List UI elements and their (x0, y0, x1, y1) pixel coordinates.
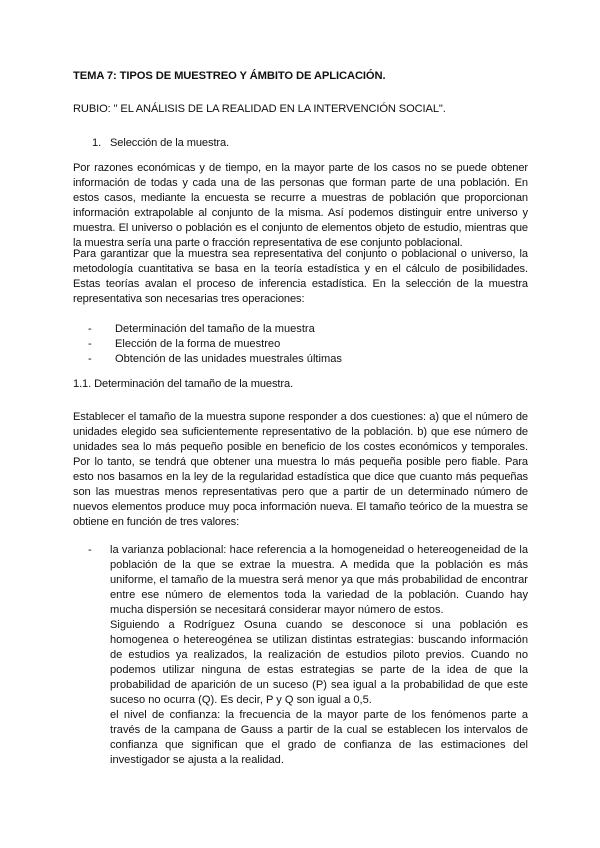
dash-bullet-icon: - (88, 353, 92, 365)
document-subtitle: RUBIO: " EL ANÁLISIS DE LA REALIDAD EN LA INTERVENCIÓN SOCIAL". (73, 103, 446, 115)
dash-bullet-icon: - (88, 544, 92, 556)
list-item-varianza: - la varianza poblacional: hace referencia a la homogeneidad o hetereogeneidad de la población de la que se extrae la muestra. A medida que la población es más uniforme, el tamaño de la muestra será menor ya que más probabilidad de encontrar entre ese número de elementos toda la variedad de la población. Cuando hay mucha dispersión se necesitará considerar mayor número de estos. (88, 544, 528, 616)
list-item: - Elección de la forma de muestreo (88, 338, 281, 350)
section-number: 1. (92, 137, 102, 149)
list-item: - Determinación del tamaño de la muestra (88, 323, 315, 335)
paragraph-tamano-muestra: Establecer el tamaño de la muestra supone responder a dos cuestiones: a) que el número de unidades elegido sea suficientemente representativo de la población. b) que ese número de unidades sea lo más pequeño posible en beneficio de los costes económicos y temporales. Por lo tanto, se tendrá que obtener una muestra lo más pequeña posible pero fiable. Para esto nos basamos en la ley de la regularidad estadística que dice que cuanto más pequeñas son las muestras menos representativas pero que a partir de un determinado número de nuevos elementos produce muy poca información nueva. El tamaño teórico de la muestra se obtiene en función de tres valores: (73, 411, 528, 528)
document-title: TEMA 7: TIPOS DE MUESTREO Y ÁMBITO DE APLICACIÓN. (73, 70, 386, 82)
paragraph-universo-muestra: Por razones económicas y de tiempo, en la mayor parte de los casos no se puede obtener información de todas y cada una de las personas que forman parte de una población. En estos casos, mediante la encuesta se recurre a muestras de población que proporcionan información extrapolable al conjunto de la misma. Así podemos distinguir entre universo y muestra. El universo o población es el conjunto de elementos objeto de estudio, mientras que la muestra sería una parte o fracción representativa de ese conjunto poblacional. (73, 162, 528, 249)
section-heading-1 (92, 136, 547, 151)
section-heading-text: Selección de la muestra. (110, 137, 230, 149)
dash-bullet-icon: - (88, 338, 92, 350)
paragraph-representatividad: Para garantizar que la muestra sea representativa del conjunto o poblacional o universo, la metodología cuantitativa se basa en la teoría estadística y en el cálculo de posibilidades. Estas teorías avalan el proceso de inferencia estadística. En la selección de la muestra representativa son necesarias tres operaciones: (73, 248, 528, 305)
section-heading-1-1: 1.1. Determinación del tamaño de la muestra. (73, 378, 294, 390)
paragraph-rodriguez-osuna: Siguiendo a Rodríguez Osuna cuando se desconoce si una población es homogenea o hetereogénea se utilizan distintas estrategias: buscando información de estudios ya realizados, la realización de estudios piloto previos. Cuando no podemos utilizar ninguna de estas estrategias se parte de la idea de que la probabilidad de aparición de un suceso (P) sea igual a la probabilidad de que este suceso no ocurra (Q). Es decir, P y Q son igual a 0,5. (110, 619, 528, 706)
list-item: - Obtención de las unidades muestrales últimas (88, 353, 342, 365)
dash-bullet-icon: - (88, 323, 92, 335)
list-item-confianza: el nivel de confianza: la frecuencia de la mayor parte de los fenómenos parte a través de la campana de Gauss a partir de la cual se establecen los intervalos de confianza que significan que el grado de confianza de las estimaciones del investigador se ajusta a la realidad. (110, 709, 528, 766)
values-list (88, 543, 528, 768)
operations-list (88, 322, 528, 367)
